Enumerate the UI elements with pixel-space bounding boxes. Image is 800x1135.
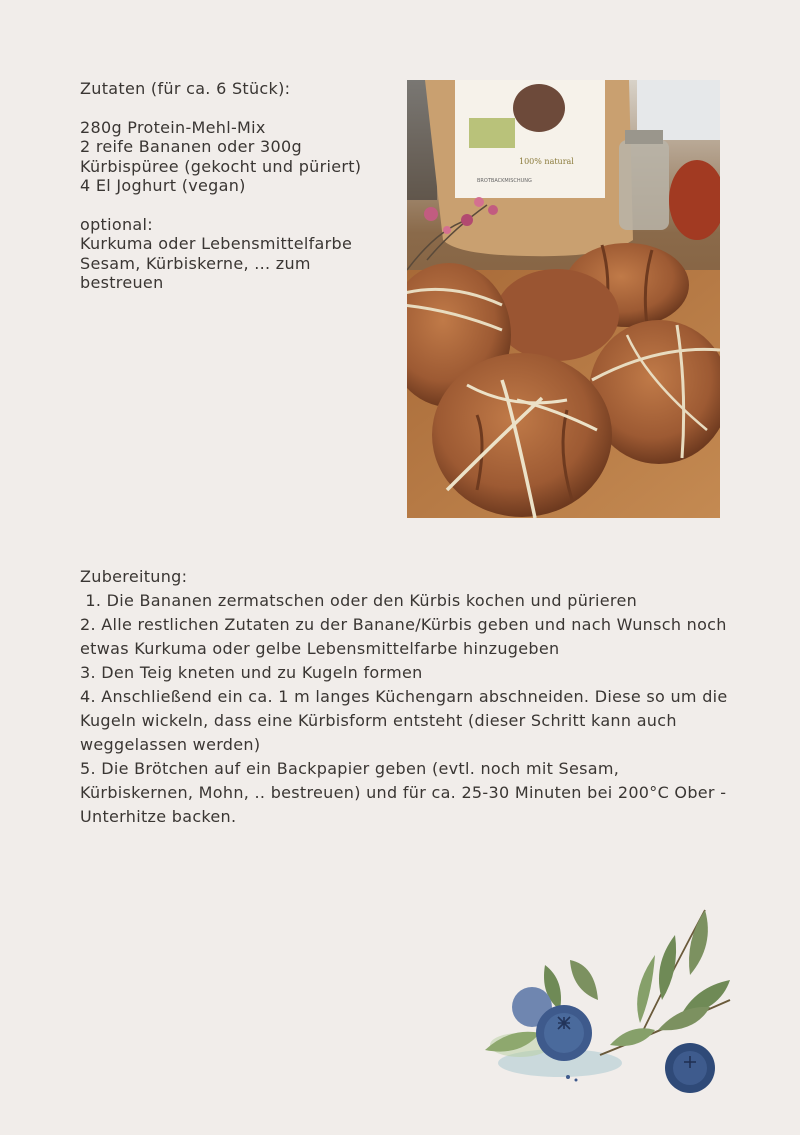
ingredient-item: 2 reife Bananen oder 300g — [80, 137, 302, 156]
optional-heading: optional: — [80, 214, 153, 234]
preparation-step: 4. Anschließend ein ca. 1 m langes Küchengarn abschneiden. Diese so um die Kugeln wickeln, dass eine Kürbisform entsteht (dieser Schritt kann auch weggelassen werden) — [80, 687, 728, 754]
ingredients-section — [80, 79, 400, 312]
ingredient-item: 280g Protein-Mehl-Mix — [80, 117, 266, 137]
bread-rolls-photo — [407, 80, 720, 518]
preparation-step: 3. Den Teig kneten und zu Kugeln formen — [80, 663, 423, 682]
blueberry-icon — [512, 987, 715, 1093]
optional-item: Sesam, Kürbiskerne, ... zum — [80, 253, 311, 273]
preparation-heading: Zubereitung: — [80, 567, 188, 586]
blueberry-decoration — [480, 905, 740, 1105]
package-label-text: BROTBACKMISCHUNG — [477, 178, 532, 184]
ingredients-list — [80, 118, 400, 196]
package-label-small: 100% natural — [519, 157, 574, 166]
optional-item: Kurkuma oder Lebensmittelfarbe — [80, 234, 353, 253]
preparation-step: 2. Alle restlichen Zutaten zu der Banane/Kürbis geben und nach Wunsch noch etwas Kurkuma oder gelbe Lebensmittelfarbe hinzugeben — [80, 615, 727, 658]
preparation-step: 5. Die Brötchen auf ein Backpapier geben (evtl. noch mit Sesam, Kürbiskernen, Mohn, .. bestreuen) und für ca. 25-30 Minuten bei 200°C Ober -Unterhitze backen. — [80, 759, 727, 826]
bread-roll — [432, 353, 612, 518]
ingredients-heading: Zutaten (für ca. 6 Stück): — [80, 79, 291, 98]
bread-roll — [495, 269, 619, 361]
ingredients-heading-block — [80, 79, 400, 99]
bread-rolls-illustration — [407, 80, 720, 518]
blueberry-illustration — [480, 905, 740, 1105]
ingredient-item: Kürbispüree (gekocht und püriert) — [80, 156, 362, 176]
preparation-section — [80, 565, 730, 829]
optional-block — [80, 215, 400, 293]
ingredient-item: 4 El Joghurt (vegan) — [80, 176, 246, 195]
optional-item: bestreuen — [80, 273, 164, 292]
preparation-step: 1. Die Bananen zermatschen oder den Kürbis kochen und pürieren — [80, 591, 638, 610]
